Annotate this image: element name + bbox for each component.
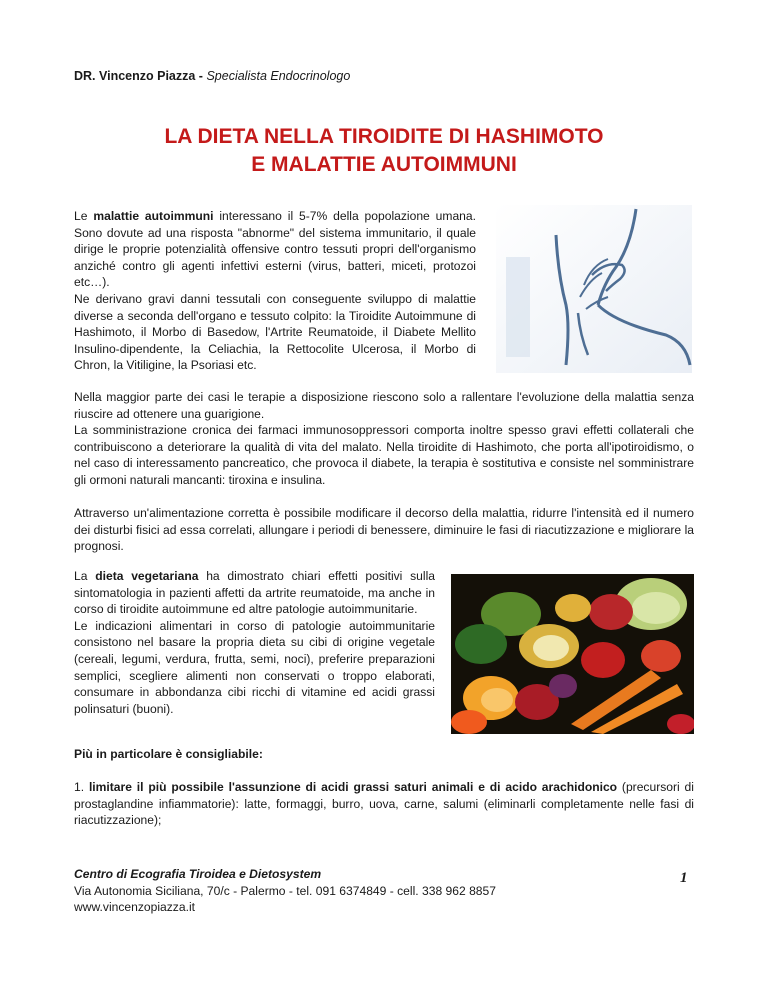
veg-paragraph-1 (74, 568, 435, 618)
intro-bold-term: malattie autoimmuni (93, 209, 214, 223)
title-line-1: LA DIETA NELLA TIROIDITE DI HASHIMOTO (164, 125, 604, 148)
footer-address: Via Autonomia Siciliana, 70/c - Palermo - tel. 091 6374849 - cell. 338 962 8857 (74, 883, 496, 898)
veg-prefix: La (74, 569, 88, 583)
therapy-paragraph-1: Nella maggior parte dei casi le terapie a disposizione riescono solo a rallentare l'evoluzione della malattia senza riuscire ad ottenere una guarigione. (74, 390, 694, 421)
author-role: Specialista Endocrinologo (206, 69, 351, 83)
footer-website-link[interactable]: www.vincenzopiazza.it (74, 900, 195, 915)
item-text: (precursori di prostaglandine infiammatorie): latte, formaggi, burro, uova, carne, salumi (eliminarli completamente nelle fasi di riacutizzazione); (74, 780, 694, 828)
footer-center-name: Centro di Ecografia Tiroidea e Dietosystem (74, 867, 322, 881)
intro-text: interessano il 5-7% della popolazione umana. Sono dovute ad una risposta "abnorme" del sistema immunitario, il quale dirige le proprie potenzialità offensive contro tessuti propri dell'organismo anziché contro gli agenti infettivi esterni (virus, batteri, miceti, protozoi etc…). (74, 209, 476, 290)
vegetables-image (451, 574, 694, 734)
page-number: 1 (680, 870, 688, 886)
intro-prefix: Le (74, 209, 88, 223)
page-title (0, 123, 768, 179)
recommend-heading: Più in particolare è consigliabile: (74, 747, 263, 761)
veg-text: ha dimostrato chiari effetti positivi sulla sintomatologia in pazienti affetti da artrite reumatoide, ma anche in corso di tiroidite autoimmune ed altre patologie autoimmunitarie. (74, 569, 435, 617)
veg-paragraph-2: Le indicazioni alimentari in corso di patologie autoimmunitarie consistono nel basare la propria dieta su cibi di origine vegetale (cereali, legumi, verdura, frutta, semi, noci), preferire preparazioni semplici, scegliere alimenti non conservati o troppo elaborati, consumare in abbondanza cibi ricchi di vitamine ed acidi grassi polinsaturi (buoni). (74, 618, 435, 716)
recommend-item-1 (74, 779, 694, 829)
intro-paragraph-1 (74, 208, 476, 291)
nutrition-paragraph: Attraverso un'alimentazione corretta è possibile modificare il decorso della malattia, ridurre l'intensità ed il numero dei disturbi fisici ad essa correlati, allungare i periodi di benessere, diminuire le fasi di riacutizzazione e migliorare la prognosi. (74, 506, 694, 554)
item-bold-text: limitare il più possibile l'assunzione di acidi grassi saturi animali e di acido arachidonico (88, 780, 618, 794)
item-number: 1. (74, 780, 85, 794)
title-line-2: E MALATTIE AUTOIMMUNI (251, 153, 517, 176)
intro-paragraph-2: Ne derivano gravi danni tessutali con conseguente sviluppo di malattie diverse a seconda dell'organo e tessuto colpito: la Tiroidite Autoimmune di Hashimoto, il Morbo di Basedow, l'Artrite Reumatoide, il Diabete Mellito Insulino-dipendente, la Celiachia, la Rettocolite Ulcerosa, il Morbo di Chron, la Vitiligine, la Psoriasi etc. (74, 291, 476, 373)
author-name: DR. Vincenzo Piazza - (74, 69, 203, 83)
vegetarian-section (74, 568, 435, 717)
therapy-paragraph-2: La somministrazione cronica dei farmaci immunosoppressori comporta inoltre spesso gravi effetti collaterali che contribuiscono a deteriorare la qualità di vita del malato. Nella tiroidite di Hashimoto, che porta all'ipotiroidismo, o nel caso di interessamento pancreatico, che provoca il diabete, la terapia è sostitutiva e consiste nel somministrare gli ormoni naturali mancanti: tiroxina e insulina. (74, 423, 694, 487)
therapy-section (74, 389, 694, 489)
intro-section (74, 208, 476, 374)
veg-bold-term: dieta vegetariana (95, 569, 199, 583)
author-line (74, 69, 350, 83)
footer (74, 866, 496, 916)
neck-illustration-image (496, 205, 692, 373)
